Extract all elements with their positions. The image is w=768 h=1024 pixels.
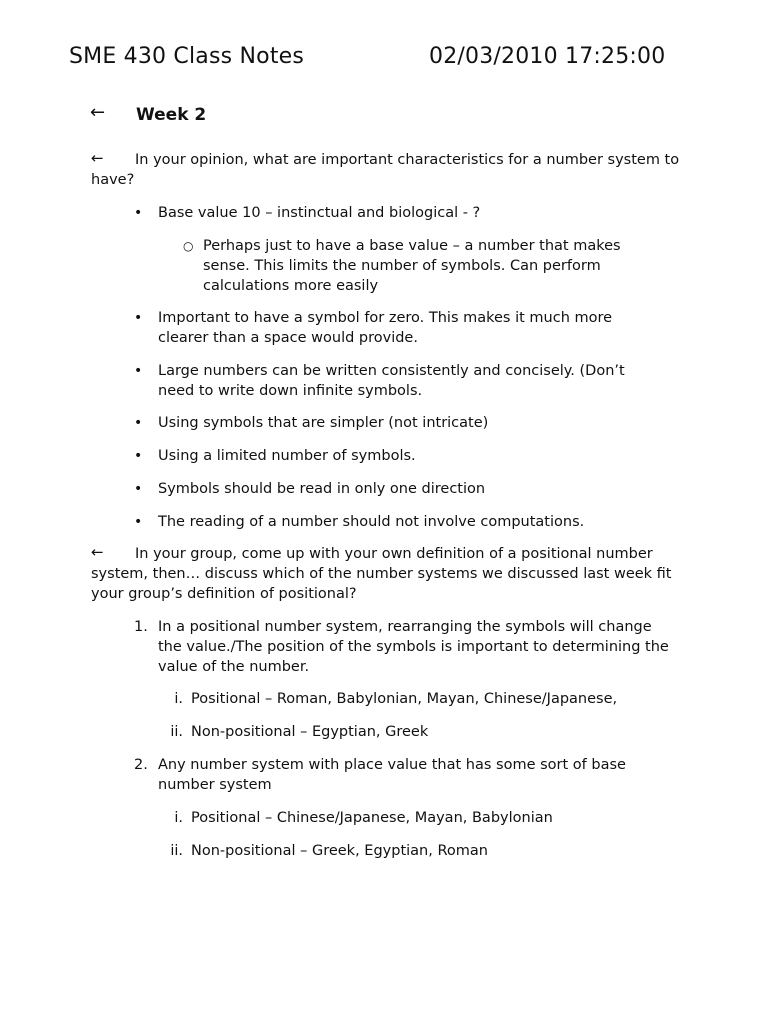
left-arrow-icon: ←	[91, 543, 104, 561]
sub-item-text: Positional – Roman, Babylonian, Mayan, Chinese/Japanese,	[191, 691, 618, 707]
list-item	[134, 413, 678, 433]
list-item-text: Large numbers can be written consistently and concisely. (Don’t need to write down infinite symbols.	[158, 363, 625, 399]
sub-item-text: Non-positional – Greek, Egyptian, Roman	[191, 843, 488, 859]
numbered-item	[134, 755, 658, 795]
sub-item-number: i.	[174, 691, 183, 707]
item-number: 2.	[134, 757, 148, 773]
bullet-icon: •	[134, 205, 143, 221]
sub-item	[174, 689, 671, 709]
list-item	[134, 479, 678, 499]
bullet-icon: •	[134, 415, 143, 431]
document-timestamp: 02/03/2010 17:25:00	[429, 44, 666, 69]
item-number: 1.	[134, 619, 148, 635]
left-arrow-icon: ←	[91, 149, 104, 167]
list-item	[134, 203, 678, 223]
question-2-text: In your group, come up with your own definition of a positional number system, then… discuss which of the number systems we discussed last week fit your group’s definition of positional?	[91, 546, 672, 602]
bullet-icon: •	[134, 448, 143, 464]
week-heading: Week 2	[136, 105, 207, 125]
question-1	[91, 150, 691, 190]
question-2	[91, 544, 691, 604]
list-item	[183, 236, 653, 296]
list-item-text: Using a limited number of symbols.	[158, 448, 416, 464]
circle-bullet-icon: ○	[183, 239, 194, 253]
list-item	[134, 512, 678, 532]
sub-item	[174, 808, 671, 828]
list-item-text: Base value 10 – instinctual and biological - ?	[158, 205, 481, 221]
sub-item-number: i.	[174, 810, 183, 826]
list-item-text: Perhaps just to have a base value – a number that makes sense. This limits the number of symbols. Can perform calculations more easily	[203, 238, 621, 294]
list-item-text: Important to have a symbol for zero. This makes it much more clearer than a space would provide.	[158, 310, 613, 346]
sub-item-text: Positional – Chinese/Japanese, Mayan, Babylonian	[191, 810, 553, 826]
bullet-icon: •	[134, 363, 143, 379]
sub-item-text: Non-positional – Egyptian, Greek	[191, 724, 429, 740]
numbered-item	[134, 617, 678, 677]
sub-item-number: ii.	[170, 724, 183, 740]
list-item-text: Using symbols that are simpler (not intricate)	[158, 415, 489, 431]
numbered-item-text: In a positional number system, rearranging the symbols will change the value./The position of the symbols is important to determining the value of the number.	[158, 619, 669, 675]
document-title: SME 430 Class Notes	[69, 44, 305, 69]
list-item	[134, 361, 658, 401]
numbered-item-text: Any number system with place value that has some sort of base number system	[158, 757, 626, 793]
sub-item-number: ii.	[170, 843, 183, 859]
list-item-text: Symbols should be read in only one direction	[158, 481, 486, 497]
list-item	[134, 446, 678, 466]
list-item-text: The reading of a number should not involve computations.	[158, 514, 585, 530]
left-arrow-icon: ←	[90, 102, 106, 123]
question-1-text: In your opinion, what are important characteristics for a number system to have?	[91, 152, 680, 188]
sub-item	[170, 722, 671, 742]
bullet-icon: •	[134, 481, 143, 497]
bullet-icon: •	[134, 514, 143, 530]
list-item	[134, 308, 648, 348]
bullet-icon: •	[134, 310, 143, 326]
sub-item	[170, 841, 671, 861]
